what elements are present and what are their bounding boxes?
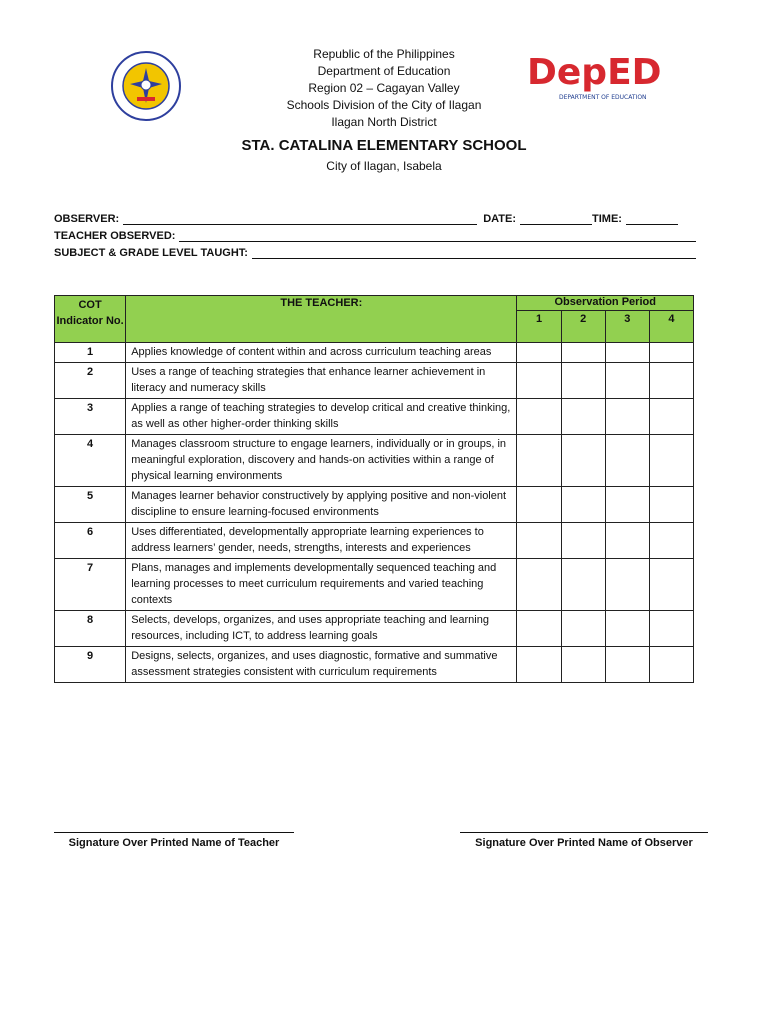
teacher-signature-label: Signature Over Printed Name of Teacher: [68, 837, 280, 849]
period-cell[interactable]: [561, 487, 605, 523]
table-row: [55, 611, 694, 647]
period-cell[interactable]: [517, 399, 561, 435]
table-row: [55, 343, 694, 363]
period-cell[interactable]: [649, 523, 693, 559]
indicator-number: 1: [55, 343, 126, 363]
period-cell[interactable]: [649, 399, 693, 435]
indicator-number: 8: [55, 611, 126, 647]
indicator-description: Manages classroom structure to engage learners, individually or in groups, in meaningful exploration, discovery and hands-on activities within a range of physical learning environments: [126, 435, 517, 487]
period-cell[interactable]: [561, 559, 605, 611]
col-header-indicator: COT Indicator No.: [55, 296, 126, 343]
indicator-number: 7: [55, 559, 126, 611]
observer-signature-label: Signature Over Printed Name of Observer: [475, 837, 693, 849]
time-blank[interactable]: [626, 213, 678, 225]
period-cell[interactable]: [561, 363, 605, 399]
period-1-header: 1: [517, 311, 561, 343]
indicator-description: Uses differentiated, developmentally appropriate learning experiences to address learners’ gender, needs, strengths, interests and experiences: [126, 523, 517, 559]
time-label: TIME:: [592, 213, 622, 225]
header-department: Department of Education: [317, 64, 451, 78]
period-cell[interactable]: [561, 399, 605, 435]
indicator-number: 2: [55, 363, 126, 399]
period-cell[interactable]: [649, 363, 693, 399]
period-cell[interactable]: [649, 611, 693, 647]
subject-grade-blank[interactable]: [252, 247, 696, 259]
period-cell[interactable]: [561, 435, 605, 487]
indicator-description: Selects, develops, organizes, and uses appropriate teaching and learning resources, including ICT, to address learning goals: [126, 611, 517, 647]
period-4-header: 4: [649, 311, 693, 343]
period-cell[interactable]: [605, 363, 649, 399]
teacher-signature-line[interactable]: [54, 832, 294, 833]
period-cell[interactable]: [517, 559, 561, 611]
date-label: DATE:: [483, 213, 516, 225]
deped-wordmark-text: DepED: [527, 52, 662, 93]
period-cell[interactable]: [605, 523, 649, 559]
indicator-description: Designs, selects, organizes, and uses diagnostic, formative and summative assessment strategies consistent with curriculum requirements: [126, 647, 517, 683]
period-cell[interactable]: [605, 611, 649, 647]
header-country: Republic of the Philippines: [313, 47, 455, 61]
table-row: [55, 523, 694, 559]
school-city: City of Ilagan, Isabela: [326, 159, 442, 173]
period-cell[interactable]: [517, 435, 561, 487]
period-cell[interactable]: [561, 343, 605, 363]
period-cell[interactable]: [605, 487, 649, 523]
indicator-description: Applies knowledge of content within and across curriculum teaching areas: [126, 343, 517, 363]
period-cell[interactable]: [649, 487, 693, 523]
period-cell[interactable]: [517, 343, 561, 363]
period-cell[interactable]: [517, 647, 561, 683]
indicator-description: Plans, manages and implements developmentally sequenced teaching and learning processes to meet curriculum requirements and varied teaching contexts: [126, 559, 517, 611]
period-cell[interactable]: [561, 611, 605, 647]
table-row: [55, 559, 694, 611]
period-cell[interactable]: [605, 647, 649, 683]
period-cell[interactable]: [649, 559, 693, 611]
period-cell[interactable]: [517, 523, 561, 559]
observer-signature-block: [460, 832, 708, 849]
header-division: Schools Division of the City of Ilagan: [286, 98, 482, 112]
period-3-header: 3: [605, 311, 649, 343]
period-cell[interactable]: [517, 611, 561, 647]
table-row: [55, 647, 694, 683]
indicator-number: 5: [55, 487, 126, 523]
observer-label: OBSERVER:: [54, 213, 120, 225]
table-row: [55, 399, 694, 435]
subject-grade-label: SUBJECT & GRADE LEVEL TAUGHT:: [54, 247, 248, 259]
teacher-observed-row: [54, 225, 696, 242]
indicator-number: 4: [55, 435, 126, 487]
indicator-description: Applies a range of teaching strategies to develop critical and creative thinking, as well as other higher-order thinking skills: [126, 399, 517, 435]
cot-indicator-table: [54, 295, 694, 683]
period-cell[interactable]: [649, 435, 693, 487]
table-row: [55, 363, 694, 399]
period-cell[interactable]: [605, 559, 649, 611]
indicator-number: 6: [55, 523, 126, 559]
period-cell[interactable]: [605, 435, 649, 487]
period-cell[interactable]: [517, 487, 561, 523]
deped-caption-text: DEPARTMENT OF EDUCATION: [559, 94, 647, 101]
indicator-description: Uses a range of teaching strategies that enhance learner achievement in literacy and numeracy skills: [126, 363, 517, 399]
period-cell[interactable]: [517, 363, 561, 399]
table-row: [55, 487, 694, 523]
subject-grade-row: [54, 242, 696, 259]
col-header-observation-period: Observation Period: [517, 296, 694, 311]
indicator-number: 9: [55, 647, 126, 683]
period-cell[interactable]: [561, 523, 605, 559]
observer-row: [54, 208, 696, 225]
indicator-description: Manages learner behavior constructively by applying positive and non-violent discipline to ensure learning-focused environments: [126, 487, 517, 523]
col-header-teacher: THE TEACHER:: [126, 296, 517, 343]
header-district: Ilagan North District: [331, 115, 437, 129]
teacher-signature-block: [54, 832, 294, 849]
observer-blank[interactable]: [123, 213, 477, 225]
table-row: [55, 435, 694, 487]
date-blank[interactable]: [520, 213, 592, 225]
school-name: STA. CATALINA ELEMENTARY SCHOOL: [241, 137, 527, 154]
indicator-number: 3: [55, 399, 126, 435]
teacher-observed-label: TEACHER OBSERVED:: [54, 230, 176, 242]
observer-signature-line[interactable]: [460, 832, 708, 833]
period-2-header: 2: [561, 311, 605, 343]
observation-fields: [54, 208, 696, 259]
period-cell[interactable]: [561, 647, 605, 683]
document-header: [0, 46, 768, 175]
period-cell[interactable]: [605, 343, 649, 363]
period-cell[interactable]: [649, 343, 693, 363]
period-cell[interactable]: [605, 399, 649, 435]
header-region: Region 02 – Cagayan Valley: [308, 81, 460, 95]
period-cell[interactable]: [649, 647, 693, 683]
teacher-observed-blank[interactable]: [179, 230, 696, 242]
